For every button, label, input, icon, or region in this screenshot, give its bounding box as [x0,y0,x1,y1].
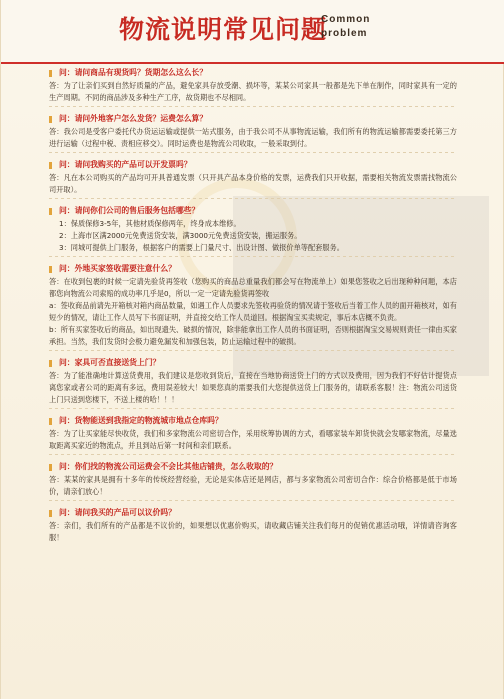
faq-answer: 答：我公司是受客户委托代办货运运输或提供一站式服务，由于我公司不从事物流运输，我们所有的物流运输都需要委托第三方进行运输（过程中税、责相应移交）。同时运费也是物流公司收取，一般采取到付。 [49,127,457,148]
faq-answer: 答：亲们，我们所有的产品都是不议价的，如果想以优惠价购买，请收藏店铺关注我们每月的促销优惠活动哦，详情请咨询客服！ [49,521,457,542]
divider [49,106,457,107]
faq-question: 问：家具可否直接送货上门？ [49,357,457,369]
faq-item [49,263,457,351]
faq-item [49,507,457,544]
faq-question: 问：请问你们公司的售后服务包括哪些？ [49,205,457,217]
faq-answer: 答：凡在本公司购买的产品均可开具普通发票（只开具产品本身价格的发票，运费我们只开收据，需要相关物流发票需找物流公司开取）。 [49,173,457,194]
faq-answer-extra: b：所有买家签收后的商品，如出现遗失、破损的情况，除非能拿出工作人员的书面证明，否则根据淘宝交易规则责任一律由买家承担。当然，我们发货时会极力避免漏发和加强包装，防止运输过程中的破损。 [49,325,457,346]
header-banner [1,0,504,64]
title-en-line1: Common [321,14,371,25]
faq-question: 问：外地买家签收需要注意什么？ [49,263,457,275]
divider [49,454,457,455]
faq-answer: 答：在收到包裹的时候一定请先验货再签收（您购买的商品总重量我们都会写在物流单上）如果您签收之后出现种种问题，本店都您向物流公司索赔的成功率几乎是0，所以一定一定请先验货再签收 [49,277,457,298]
divider [49,408,457,409]
title-en-line2: problem [321,28,368,39]
divider [49,350,457,351]
faq-question: 问：请问外地客户怎么发货？运费怎么算？ [49,113,457,125]
faq-list-item: 2：上海市区满2000元免费送货安装，满3000元免费送货安装，搬运服务。 [59,231,302,240]
divider [49,256,457,257]
faq-item [49,357,457,409]
faq-item [49,205,457,257]
faq-item [49,461,457,501]
divider [49,198,457,199]
faq-item [49,415,457,455]
faq-question: 问：货物能送到我指定的物流城市地点仓库吗？ [49,415,457,427]
faq-answer: 答：为了让亲们买到自然好质量的产品，避免家具存放受潮、损坏等，某某公司家具一般都是先下单在制作，同时家具有一定的生产周期。不同的商品涉及多种生产工序，故货期也不尽相同。 [49,81,457,102]
faq-item [49,113,457,153]
faq-question: 问：请问商品有现货吗？货期怎么这么长？ [49,67,457,79]
faq-answer: 答：为了让买家能尽快收货，我们和多家物流公司密切合作，采用统筹协调的方式，看哪家装车卸货快就会发哪家物流，尽量选取距离买家近的物流点，并且到站后第一时间和亲们联系。 [49,429,457,450]
faq-item [49,67,457,107]
faq-item [49,159,457,199]
divider [49,500,457,501]
faq-question: 问：请问我买的产品可以议价吗？ [49,507,457,519]
faq-answer-extra: a：签收商品前请先开箱核对箱内商品数量，如遇工作人员要求先签收再验货的情况请于签收后当着工作人员的面开箱核对，如有短少的情况，请让工作人员写下书面证明，并直接交给工作人员道回。根据淘宝买卖规定，事后本店概不负责。 [49,301,457,322]
faq-question: 问：请问我购买的产品可以开发票吗？ [49,159,457,171]
faq-answer: 答：某某的家具是拥有十多年的传统经营经验，无论是实体店还是网店，都与多家物流公司密切合作：综合价格都是低于市场价，请亲们放心！ [49,475,457,496]
faq-list-item: 1：保质保修3-5年，其他材质保修两年，终身成本维修。 [59,219,241,228]
faq-answer: 答：为了能准确地计算送货费用，我们建议是您收到货后，直接在当地协商送货上门的方式以及费用，因为我们不好估计提货点离您家或者公司的距离有多远，费用误差较大！如果您真的需要我们大您提供送货上门服务的，请联系客服！注：物流公司送货上门只送到您楼下，不送上楼的哈！！！ [49,371,457,404]
faq-list-item: 3：同城可提供上门服务，根据客户的需要上门量尺寸、出设计图、做报价单等配套服务。 [59,243,344,252]
page-title-english [321,13,370,41]
faq-question: 问：你们找的物流公司运费会不会比其他店铺贵，怎么收取的？ [49,461,457,473]
page-title: 物流说明常见问题 [119,15,328,44]
faq-list [49,67,457,550]
divider [49,152,457,153]
